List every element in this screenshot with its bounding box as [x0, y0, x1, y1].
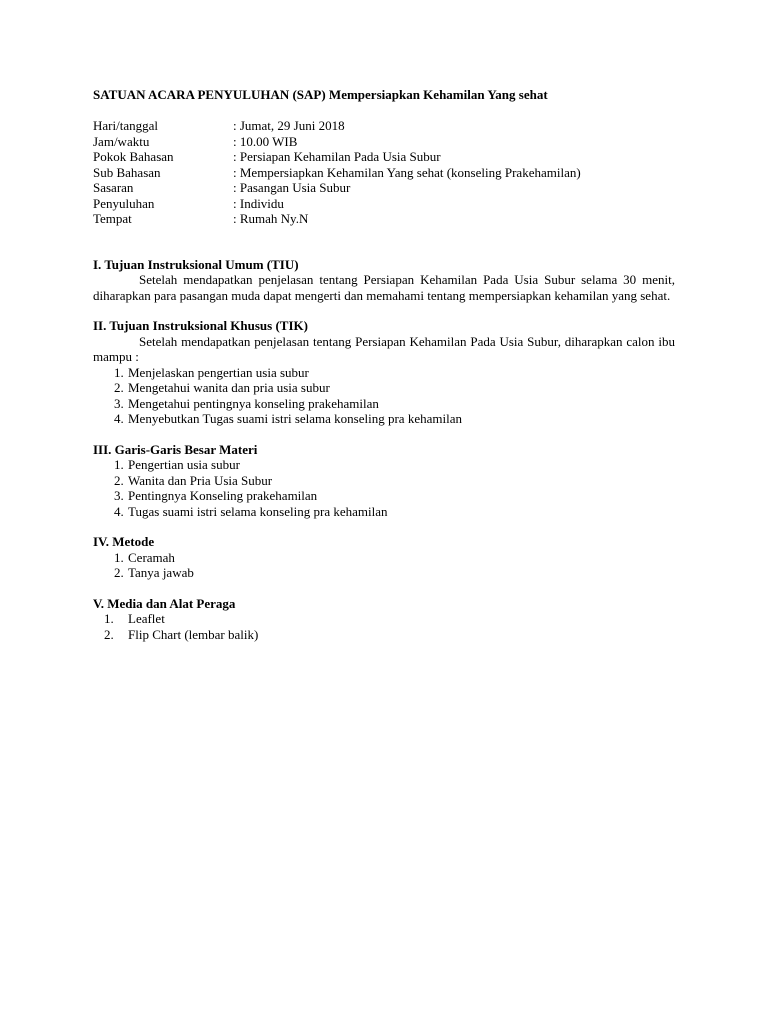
list-item — [93, 396, 675, 412]
list-item — [93, 611, 675, 627]
info-label: Tempat — [93, 211, 132, 226]
list-number: 4. — [114, 503, 124, 519]
list-number: 3. — [114, 395, 124, 411]
list-text: Menyebutkan Tugas suami istri selama konseling pra kehamilan — [128, 411, 462, 426]
list-number: 4. — [114, 411, 124, 426]
list-text: Wanita dan Pria Usia Subur — [128, 472, 273, 488]
section-paragraph: Setelah mendapatkan penjelasan tentang Persiapan Kehamilan Pada Usia Subur, diharapkan calon ibu mampu : — [93, 333, 675, 364]
section-tiu — [93, 257, 675, 304]
section-materi — [93, 442, 675, 520]
info-label: Hari/tanggal — [93, 118, 158, 133]
info-label: Penyuluhan — [93, 195, 155, 211]
info-row — [93, 165, 581, 181]
info-row — [93, 180, 581, 196]
list-text: Mengetahui wanita dan pria usia subur — [128, 380, 330, 395]
section-metode — [93, 534, 675, 581]
document-title: SATUAN ACARA PENYULUHAN (SAP) Mempersiapkan Kehamilan Yang sehat — [93, 87, 548, 102]
list-number: 2. — [114, 565, 124, 580]
list-number: 1. — [104, 611, 114, 626]
list-number: 2. — [114, 472, 124, 488]
list-number: 2. — [104, 626, 114, 642]
list-number: 3. — [114, 488, 124, 503]
info-label: Jam/waktu — [93, 133, 150, 149]
section-heading: V. Media dan Alat Peraga — [93, 595, 236, 611]
list-text: Flip Chart (lembar balik) — [128, 626, 259, 642]
section-heading: I. Tujuan Instruksional Umum (TIU) — [93, 256, 299, 272]
list-text: Tanya jawab — [128, 565, 194, 580]
list-item — [93, 365, 675, 381]
info-label: Pokok Bahasan — [93, 149, 174, 164]
list-item — [93, 565, 675, 581]
list-text: Pengertian usia subur — [128, 457, 240, 472]
list-text: Tugas suami istri selama konseling pra kehamilan — [128, 503, 388, 519]
list-number: 1. — [114, 364, 124, 380]
info-row — [93, 149, 581, 165]
section-heading: II. Tujuan Instruksional Khusus (TIK) — [93, 318, 308, 333]
info-row — [93, 196, 581, 212]
list-item — [93, 380, 675, 396]
info-row — [93, 211, 581, 227]
list-item — [93, 488, 675, 504]
info-label: Sub Bahasan — [93, 164, 161, 180]
list-item — [93, 550, 675, 566]
list-number: 2. — [114, 380, 124, 395]
section-heading: IV. Metode — [93, 534, 155, 549]
section-tik — [93, 318, 675, 427]
media-list — [93, 611, 675, 642]
list-item — [93, 627, 675, 643]
tik-list — [93, 365, 675, 427]
info-value: : 10.00 WIB — [233, 133, 298, 149]
list-item — [93, 411, 675, 427]
list-text: Mengetahui pentingnya konseling prakehamilan — [128, 395, 379, 411]
info-value: : Jumat, 29 Juni 2018 — [233, 118, 345, 133]
list-item — [93, 504, 675, 520]
info-row — [93, 118, 581, 134]
materi-list — [93, 457, 675, 519]
list-item — [93, 457, 675, 473]
document-page — [93, 87, 675, 657]
info-value: : Individu — [233, 195, 284, 211]
info-value: : Persiapan Kehamilan Pada Usia Subur — [233, 149, 441, 164]
list-text: Ceramah — [128, 549, 175, 565]
info-value: : Pasangan Usia Subur — [233, 180, 351, 195]
list-number: 1. — [114, 549, 124, 565]
info-value: : Rumah Ny.N — [233, 211, 309, 226]
info-label: Sasaran — [93, 180, 134, 195]
info-value: : Mempersiapkan Kehamilan Yang sehat (konseling Prakehamilan) — [233, 164, 581, 180]
metode-list — [93, 550, 675, 581]
list-text: Pentingnya Konseling prakehamilan — [128, 488, 318, 503]
list-item — [93, 473, 675, 489]
section-heading: III. Garis-Garis Besar Materi — [93, 441, 258, 457]
section-paragraph: Setelah mendapatkan penjelasan tentang Persiapan Kehamilan Pada Usia Subur selama 30 menit, diharapkan para pasangan muda dapat mengerti dan memahami tentang mempersiapkan kehamilan yang sehat. — [93, 272, 675, 303]
section-media — [93, 596, 675, 643]
list-text: Menjelaskan pengertian usia subur — [128, 364, 309, 380]
list-text: Leaflet — [128, 611, 165, 626]
info-table — [93, 118, 581, 227]
list-number: 1. — [114, 457, 124, 472]
info-row — [93, 134, 581, 150]
